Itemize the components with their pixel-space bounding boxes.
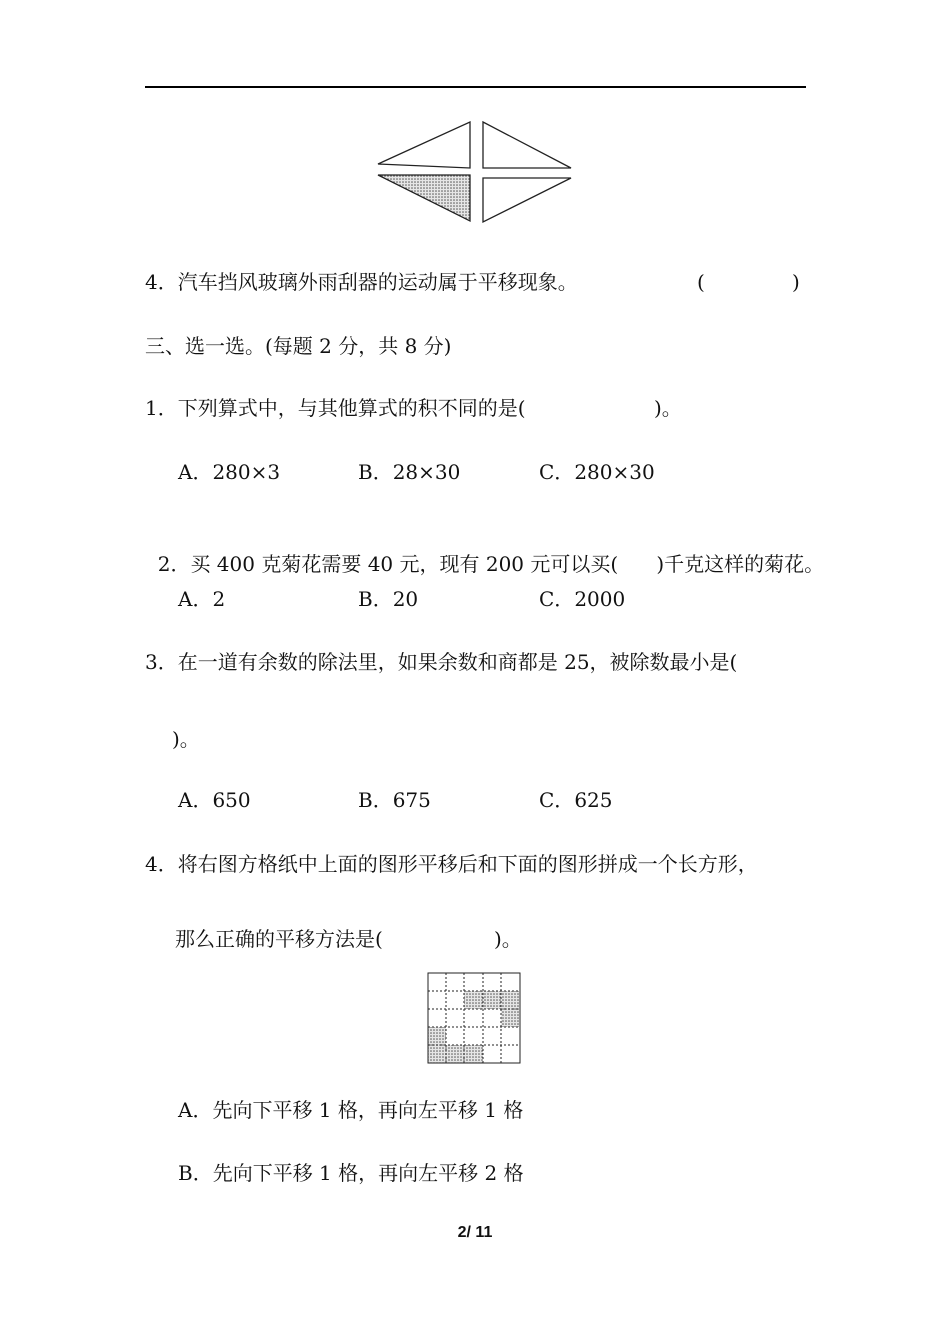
q3-option-c[interactable]: C．625 (539, 788, 613, 812)
page-number: 2/ 11 (457, 1224, 493, 1241)
mc-question-4 (145, 850, 758, 878)
mc-question-3 (145, 648, 737, 676)
tf-question-4 (145, 268, 578, 296)
q4-question-cont: 那么正确的平移方法是( (175, 927, 383, 951)
triangle-bottom-right (483, 178, 571, 222)
question-number: 4． (145, 852, 178, 876)
question-number: 2． (157, 552, 191, 576)
question-number: 3． (145, 650, 178, 674)
q1-option-a[interactable]: A．280×3 (178, 460, 281, 484)
tf-answer-paren-open[interactable]: ( (697, 270, 705, 294)
q3-option-a[interactable]: A．650 (178, 788, 251, 812)
question-text: 将右图方格纸中上面的图形平移后和下面的图形拼成一个长方形， (177, 852, 758, 876)
q4-option-b[interactable]: B．先向下平移 1 格，再向左平移 2 格 (178, 1161, 524, 1185)
triangles-figure (375, 118, 575, 226)
triangle-top-right (483, 122, 571, 168)
grid-figure (427, 972, 523, 1064)
question-number: 4． (145, 270, 178, 294)
grid-top-shape (501, 1009, 519, 1027)
q2-option-a[interactable]: A．2 (178, 587, 226, 611)
tf-answer-paren-close[interactable]: ) (792, 270, 800, 294)
header-rule (145, 86, 806, 88)
question-number: 1． (145, 396, 178, 420)
question-text: 汽车挡风玻璃外雨刮器的运动属于平移现象。 (177, 270, 578, 294)
mc-question-1 (145, 394, 526, 422)
q4-answer-blank-close[interactable]: )。 (494, 927, 522, 951)
q3-answer-blank-close[interactable]: )。 (172, 727, 200, 751)
q2-option-b[interactable]: B．20 (358, 587, 419, 611)
grid-bottom-shape (428, 1045, 483, 1063)
q1-option-c[interactable]: C．280×30 (539, 460, 655, 484)
q2-option-c[interactable]: C．2000 (539, 587, 626, 611)
grid-top-shape (464, 991, 519, 1009)
triangle-bottom-left-shaded (378, 175, 470, 221)
question-text: 下列算式中，与其他算式的积不同的是( (177, 396, 526, 420)
mc-question-2 (145, 522, 824, 578)
grid-bottom-shape (428, 1027, 446, 1045)
q4-option-a[interactable]: A．先向下平移 1 格，再向左平移 1 格 (178, 1098, 524, 1122)
section-title: 三、选一选。(每题 2 分，共 8 分) (145, 334, 452, 358)
q3-option-b[interactable]: B．675 (358, 788, 431, 812)
triangle-top-left (378, 122, 470, 168)
question-text: 买 400 克菊花需要 40 元，现有 200 元可以买( )千克这样的菊花。 (190, 552, 825, 576)
q1-answer-blank-close[interactable]: )。 (654, 396, 682, 420)
question-text: 在一道有余数的除法里，如果余数和商都是 25，被除数最小是( (177, 650, 738, 674)
q1-option-b[interactable]: B．28×30 (358, 460, 461, 484)
